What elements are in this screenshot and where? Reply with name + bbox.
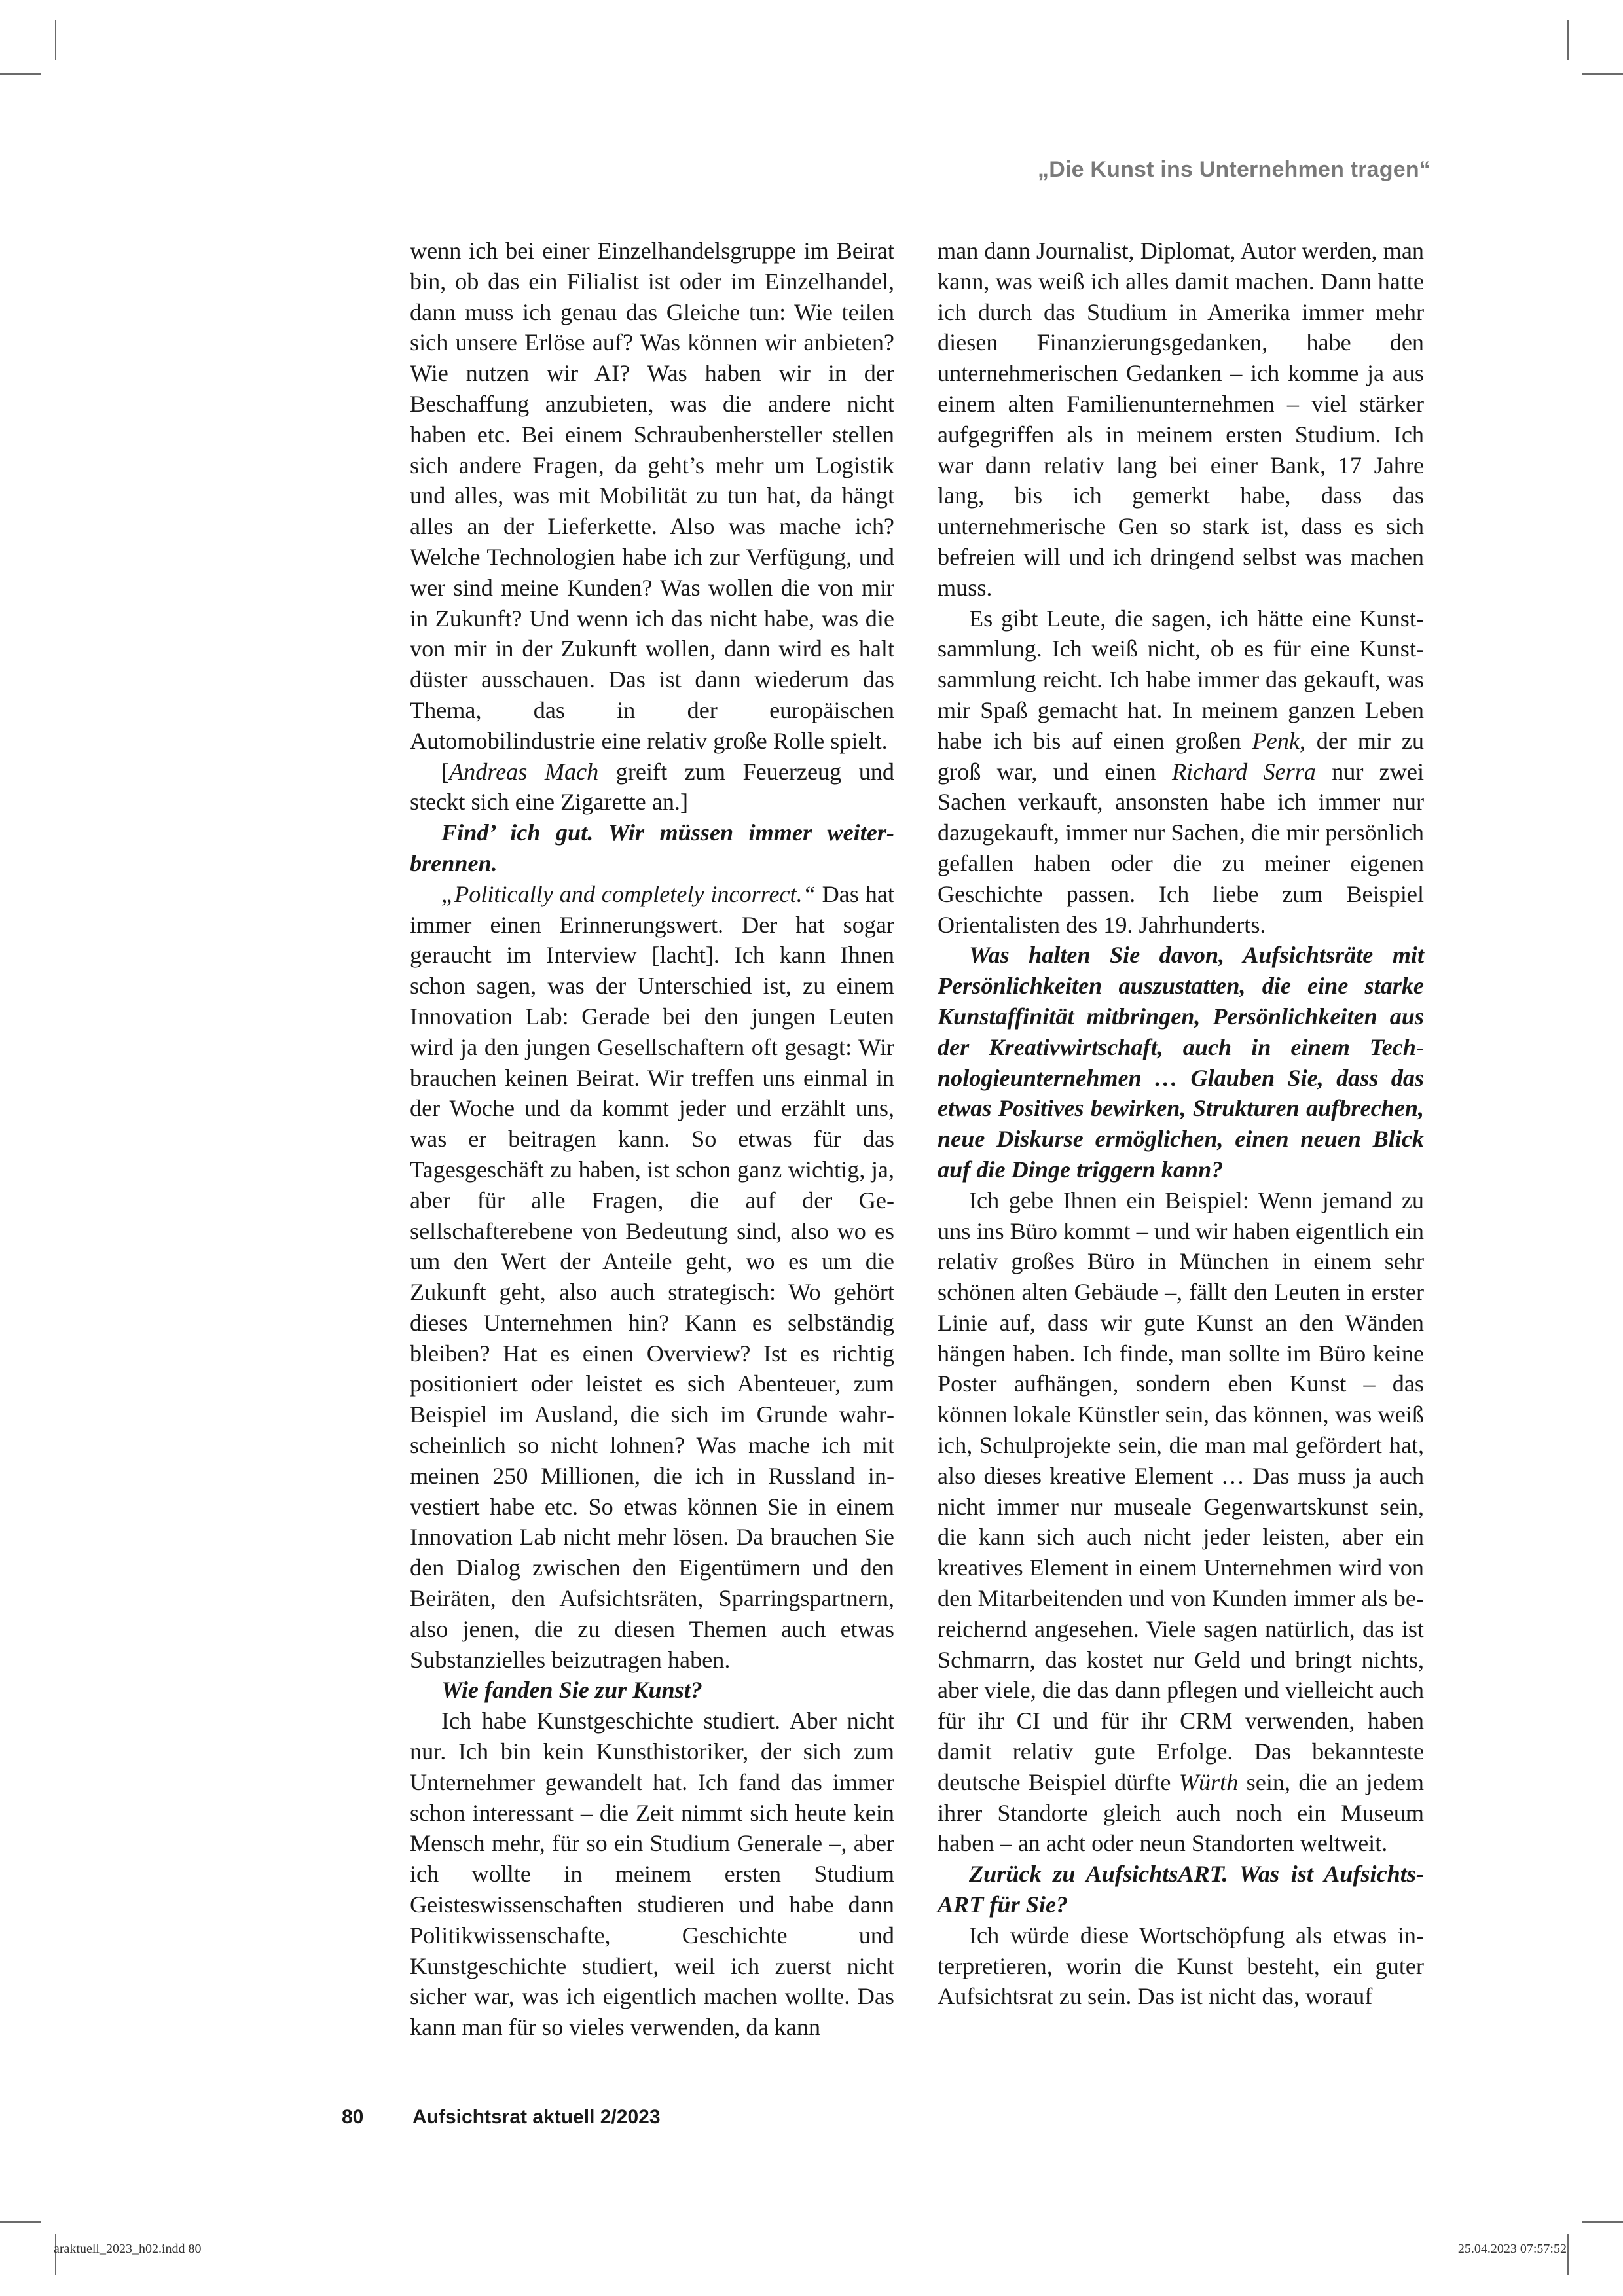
publication-title: Aufsichtsrat aktuell 2/2023 — [412, 2106, 661, 2128]
text-run: Es gibt Leute, die sagen, ich hätte eine Kunstsammlung. Ich weiß nicht, ob es für eine Kunstsammlung reicht. Ich habe immer das gekauft, was mir Spaß gemacht hat. In meinem ganzen Leben habe ich bis auf einen großen — [938, 605, 1424, 754]
interview-question: Wie fanden Sie zur Kunst? — [441, 1677, 702, 1704]
text-run: , der mir zu groß war, und einen — [938, 727, 1424, 785]
italic-text: Penk — [1252, 727, 1300, 754]
paragraph — [938, 603, 1424, 941]
interview-question: Find’ ich gut. Wir müssen immer weiterbrennen. — [410, 819, 894, 876]
left-column — [410, 236, 894, 2043]
italic-text: Andreas Mach — [449, 758, 599, 785]
right-column — [938, 236, 1424, 2012]
text-run: sein, die an jedem ihrer Standorte gleich auch noch ein Museum haben – an acht oder neun Standorten weltweit. — [938, 1768, 1425, 1857]
paragraph: Ich würde diese Wortschöpfung als etwas interpretieren, worin die Kunst besteht, ein guter Aufsichtsrat zu sein. Das ist nicht das, worauf — [938, 1922, 1424, 2010]
crop-mark — [0, 73, 41, 75]
interview-question: Zurück zu AufsichtsART. Was ist AufsichtsART für Sie? — [938, 1861, 1424, 1918]
paragraph — [938, 1185, 1424, 1859]
crop-mark — [1582, 73, 1623, 75]
text-run: greift zum Feuerzeug und steckt sich eine Zigarette an.] — [410, 758, 894, 816]
crop-mark — [1567, 2234, 1569, 2275]
text-run: nur zwei Sachen verkauft, ansonsten habe ich immer nur dazugekauft, immer nur Sachen, die mir persönlich gefallen haben oder die zu meiner eigenen Geschichte passen. Ich liebe zum Beispiel Orientalisten des 19. Jahrhunderts. — [938, 758, 1424, 938]
paragraph: man dann Journalist, Diplomat, Autor werden, man kann, was weiß ich alles damit machen. Dann hatte ich durch das Studium in Amerika immer mehr diesen Finanzierungsgedanken, habe den unternehmerischen Gedanken – ich komme ja aus einem alten Familienunternehmen – viel stärker aufgegriffen als in meinem ersten Studium. Ich war dann relativ lang bei einer Bank, 17 Jahre lang, bis ich gemerkt habe, dass das unternehmerische Gen so stark ist, dass es sich befreien will und ich dringend selbst was machen muss. — [938, 238, 1424, 601]
slug-file-info: araktuell_2023_h02.indd 80 — [54, 2242, 202, 2256]
text-run: Ich gebe Ihnen ein Beispiel: Wenn jemand zu uns ins Büro kommt – und wir haben eigentlich ein relativ großes Büro in München in einem sehr schönen alten Gebäude –, fällt den Leuten in erster Linie auf, dass wir gute Kunst an den Wänden hängen haben. Ich finde, man sollte im Büro keine Poster aufhängen, sondern eben Kunst – das können lokale Künstler sein, das können, was weiß ich, Schulprojekte sein, die man mal gefördert hat, also dieses kreative Element … Das muss ja auch nicht immer nur museale Gegenwartskunst sein, die kann sich auch nicht jeder leisten, aber ein kreatives Element in einem Unternehmen wird von den Mitarbeitenden und von Kunden immer als bereichernd angesehen. Viele sagen natürlich, das ist Schmarrn, das kostet nur Geld und bringt nichts, aber viele, die das dann pflegen und vielleicht auch für ihr CI und für ihr CRM verwenden, haben damit relativ gute Erfolge. Das bekannteste deutsche Beispiel dürfte — [938, 1187, 1424, 1795]
italic-text: „Politically and completely incorrect.“ — [441, 880, 816, 907]
crop-mark — [1567, 20, 1569, 60]
paragraph — [410, 879, 894, 1676]
italic-text: Würth — [1178, 1768, 1239, 1795]
text-run: Das hat immer einen Erinnerungswert. Der hat sogar geraucht im Interview [lacht]. Ich kann Ihnen schon sagen, was der Unterschied ist, zu einem Innovation Lab: Gerade bei den jungen Leuten wird ja den jungen Gesellschaftern oft gesagt: Wir brauchen keinen Beirat. Wir treffen uns einmal in der Woche und da kommt jeder und erzählt uns, was er beitragen kann. So etwas für das Tagesgeschäft zu haben, ist schon ganz wichtig, ja, aber für alle Fragen, die auf der Gesellschafterebene von Bedeutung sind, also wo es um den Wert der Anteile geht, wo es um die Zukunft geht, also auch strategisch: Wo gehört dieses Unternehmen hin? Kann es selbständig bleiben? Hat es einen Overview? Ist es richtig positioniert oder leistet es sich Abenteuer, zum Beispiel im Ausland, die sich im Grunde wahrscheinlich so nicht lohnen? Was mache ich mit meinen 250 Millionen, die ich in Russland investiert habe etc. So etwas können Sie in einem Innovation Lab nicht mehr lösen. Da brauchen Sie den Dialog zwischen den Eigentümern und den Beiräten, den Aufsichtsräten, Sparringspartnern, also jenen, die zu diesen Themen auch etwas Substanzielles beizutragen haben. — [410, 880, 894, 1673]
interview-question: Was halten Sie davon, Aufsichtsräte mit Persönlichkeiten auszustatten, die eine starke Kunstaffinität mitbringen, Persönlichkeiten aus der Kreativwirtschaft, auch in einem Technologieunternehmen … Glauben Sie, dass das etwas Positives bewirken, Strukturen aufbrechen, neue Diskurse ermöglichen, einen neuen Blick auf die Dinge triggern kann? — [938, 942, 1424, 1183]
page-number: 80 — [342, 2106, 364, 2128]
text-run: [ — [441, 758, 450, 785]
slug-timestamp: 25.04.2023 07:57:52 — [1457, 2242, 1567, 2256]
crop-mark — [0, 2221, 41, 2223]
crop-mark — [55, 20, 56, 60]
paragraph: Ich habe Kunstgeschichte studiert. Aber nicht nur. Ich bin kein Kunsthistoriker, der sich zum Unternehmer gewandelt hat. Ich fand das immer schon interessant – die Zeit nimmt sich heute kein Mensch mehr, für so ein Studium Generale –, aber ich wollte in meinem ersten Studium Geisteswissenschaften studieren und habe dann Politikwissenschafte, Geschichte und Kunstgeschichte studiert, weil ich zuerst nicht sicher war, was ich eigentlich machen wollte. Das kann man für so vieles verwenden, da kann — [410, 1708, 894, 2041]
stage-direction — [410, 757, 894, 818]
paragraph: wenn ich bei einer Einzelhandelsgruppe im Beirat bin, ob das ein Filialist ist oder im Einzelhandel, dann muss ich genau das Gleiche tun: Wie teilen sich unsere Erlöse auf? Was können wir anbieten? Wie nutzen wir AI? Was haben wir in der Beschaffung anzubieten, was die andere nicht haben etc. Bei einem Schraubenhersteller stellen sich andere Fragen, da geht’s mehr um Logistik und alles, was mit Mobilität zu tun hat, da hängt alles an der Lieferkette. Also was mache ich? Welche Technologien habe ich zur Verfügung, und wer sind meine Kunden? Was wollen die von mir in Zukunft? Und wenn ich das nicht habe, was die von mir in der Zukunft wollen, dann wird es halt düster ausschauen. Das ist dann wiederum das Thema, das in der europäischen Automobilindustrie eine relativ große Rolle spielt. — [410, 238, 894, 754]
italic-text: Richard Serra — [1171, 758, 1316, 785]
crop-mark — [1582, 2221, 1623, 2223]
running-head: „Die Kunst ins Unternehmen tragen“ — [1038, 157, 1431, 182]
